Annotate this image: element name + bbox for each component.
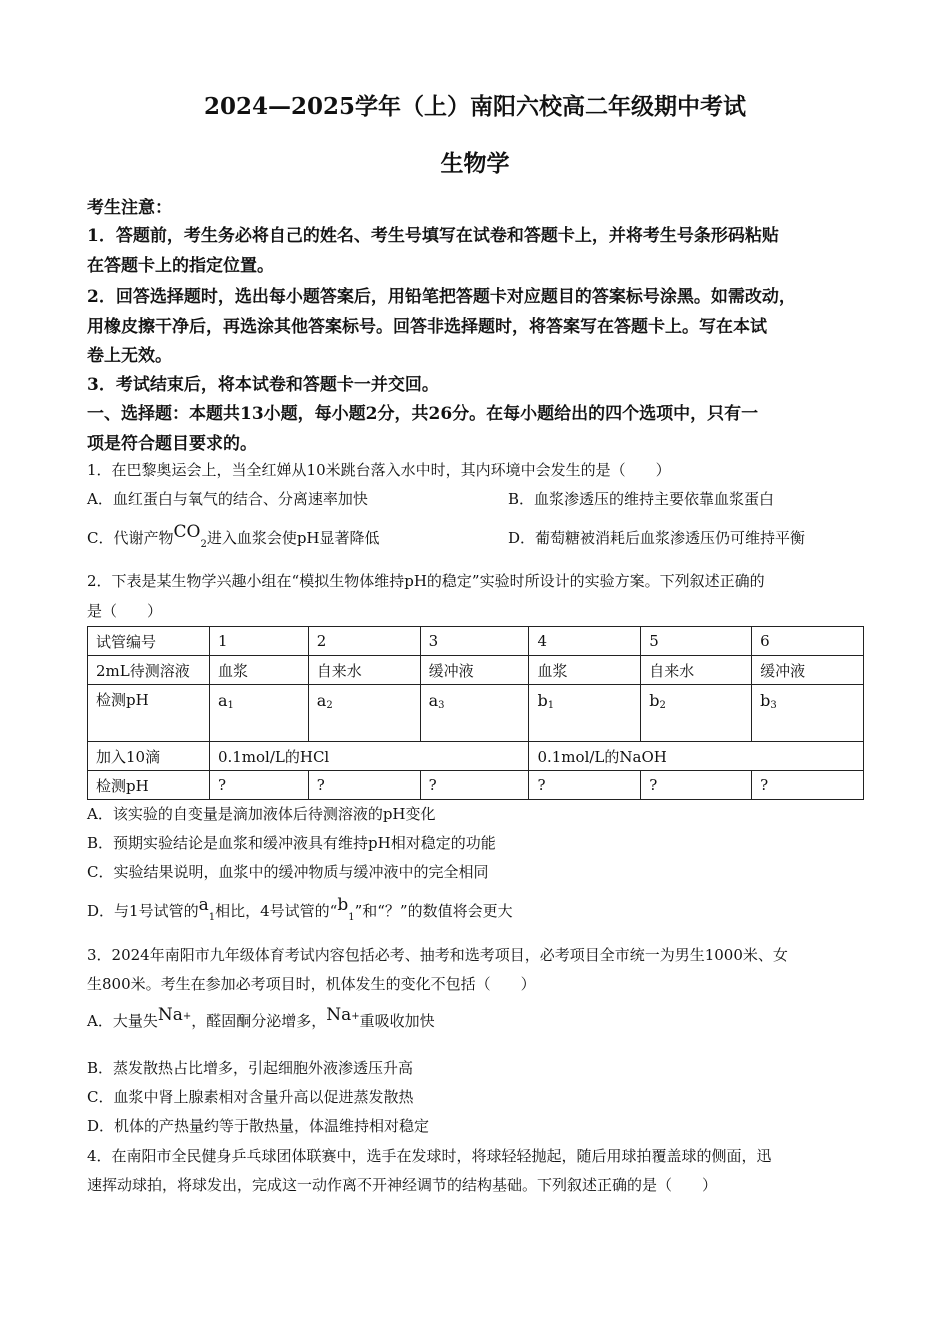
tube-number: 1 [209,627,308,656]
solution-cell: 自来水 [641,656,752,685]
ph-variable: a [316,691,327,710]
initial-ph-cell [752,685,864,742]
q1-option-c-suffix: 进入血浆会使pH显著降低 [206,529,380,547]
table-header-cell: 检测pH [88,771,210,800]
q1-option-d: D．葡萄糖被消耗后血浆渗透压仍可维持平衡 [508,529,806,547]
q3-option-b: B．蒸发散热占比增多，引起细胞外液渗透压升高 [87,1059,414,1077]
notice-heading: 考生注意： [87,198,172,218]
q3-option-c: C．血浆中肾上腺素相对含量升高以促进蒸发散热 [87,1088,414,1106]
solution-cell: 缓冲液 [420,656,529,685]
result-cell: ? [641,771,752,800]
q2-stem-cont: 是（ ） [87,602,163,620]
q1-option-c-prefix: C．代谢产物 [87,529,174,547]
tube-number: 3 [420,627,529,656]
ion-charge: + [182,1011,192,1022]
notice-line: 3．考试结束后，将本试卷和答题卡一并交回。 [87,375,439,395]
ion-charge: + [351,1011,360,1022]
ph-variable: b [537,691,548,710]
table-row [88,627,864,656]
notice-line: 卷上无效。 [87,346,172,366]
notice-line: 在答题卡上的指定位置。 [87,256,274,276]
result-cell: ? [529,771,641,800]
tube-number: 2 [308,627,420,656]
ph-subscript: 3 [770,700,777,711]
initial-ph-cell [641,685,752,742]
table-row [88,742,864,771]
table-header-cell: 试管编号 [88,627,210,656]
section-heading: 一、选择题：本题共13小题，每小题2分，共26分。在每小题给出的四个选项中，只有一 [87,404,759,424]
q4-stem: 4．在南阳市全民健身乒乓球团体联赛中，选手在发球时，将球轻轻抛起，随后用球拍覆盖球的侧面，迅 [87,1147,772,1165]
a-variable: a [198,895,209,915]
q2-option-b: B．预期实验结论是血浆和缓冲液具有维持pH相对稳定的功能 [87,834,496,852]
q3-option-d: D．机体的产热量约等于散热量，体温维持相对稳定 [87,1117,430,1135]
ph-subscript: 1 [547,700,555,711]
q1-option-b: B．血浆渗透压的维持主要依靠血浆蛋白 [508,490,775,508]
subject-title: 生物学 [440,150,510,177]
acid-reagent-cell: 0.1mol/L的HCl [209,742,529,771]
q1-option-a: A．血红蛋白与氧气的结合、分离速率加快 [87,490,368,508]
ph-variable: a [217,691,228,710]
q2-option-d [87,895,513,923]
notice-line: 用橡皮擦干净后，再选涂其他答案标号。回答非选择题时，将答案写在答题卡上。写在本试 [87,317,767,337]
result-cell: ? [308,771,420,800]
base-reagent-cell: 0.1mol/L的NaOH [529,742,864,771]
b-variable: b [337,895,349,915]
experiment-table [87,626,864,800]
initial-ph-cell [420,685,529,742]
q2-d-middle: 相比，4号试管的“ [215,902,338,920]
q1-option-c [87,522,380,550]
ph-variable: b [760,691,771,710]
table-header-cell: 加入10滴 [88,742,210,771]
table-row [88,656,864,685]
q1-stem: 1．在巴黎奥运会上，当全红婵从10米跳台落入水中时，其内环境中会发生的是（ ） [87,461,671,479]
result-cell: ? [752,771,864,800]
q2-option-c: C．实验结果说明，血浆中的缓冲物质与缓冲液中的完全相同 [87,863,489,881]
table-header-cell: 检测pH [88,685,210,742]
notice-line: 2．回答选择题时，选出每小题答案后，用铅笔把答题卡对应题目的答案标号涂黑。如需改动， [87,287,796,307]
q2-stem: 2．下表是某生物学兴趣小组在“模拟生物体维持pH的稳定”实验时所设计的实验方案。下列叙述正确的 [87,572,765,590]
solution-cell: 自来水 [308,656,420,685]
b-subscript: 1 [348,912,355,923]
initial-ph-cell [308,685,420,742]
q2-d-suffix: ”和“？”的数值将会更大 [354,902,513,920]
ph-variable: a [428,691,439,710]
solution-cell: 缓冲液 [752,656,864,685]
ph-subscript: 1 [227,700,234,711]
result-cell: ? [209,771,308,800]
sodium-ion: Na [326,1005,352,1025]
q2-option-a: A．该实验的自变量是滴加液体后待测溶液的pH变化 [87,805,436,823]
solution-cell: 血浆 [529,656,641,685]
co2-subscript: 2 [200,539,207,550]
result-cell: ? [420,771,529,800]
a-subscript: 1 [208,912,216,923]
table-row [88,685,864,742]
table-header-cell: 2mL待测溶液 [88,656,210,685]
q3-option-a [87,1005,435,1031]
tube-number: 4 [529,627,641,656]
co2-formula: CO [173,522,201,542]
section-heading: 项是符合题目要求的。 [87,434,257,454]
initial-ph-cell [529,685,641,742]
q3-a-prefix: A．大量失 [87,1012,158,1030]
solution-cell: 血浆 [209,656,308,685]
q3-a-middle: ，醛固酮分泌增多， [191,1012,327,1030]
tube-number: 5 [641,627,752,656]
ph-variable: b [649,691,660,710]
ph-subscript: 2 [326,700,333,711]
q2-d-prefix: D．与1号试管的 [87,902,199,920]
notice-line: 1．答题前，考生务必将自己的姓名、考生号填写在试卷和答题卡上，并将考生号条形码粘贴 [87,226,779,246]
ph-subscript: 3 [438,700,445,711]
q3-stem: 3．2024年南阳市九年级体育考试内容包括必考、抽考和选考项目，必考项目全市统一为男生1000米、女 [87,946,788,964]
ph-subscript: 2 [659,700,666,711]
table-row [88,771,864,800]
sodium-ion: Na [157,1005,183,1025]
q3-a-suffix: 重吸收加快 [359,1012,435,1030]
q3-stem-cont: 生800米。考生在参加必考项目时，机体发生的变化不包括（ ） [87,975,536,993]
initial-ph-cell [209,685,308,742]
exam-title: 2024—2025学年（上）南阳六校高二年级期中考试 [203,93,747,120]
tube-number: 6 [752,627,864,656]
q4-stem-cont: 速挥动球拍，将球发出，完成这一动作离不开神经调节的结构基础。下列叙述正确的是（ ） [87,1176,718,1194]
